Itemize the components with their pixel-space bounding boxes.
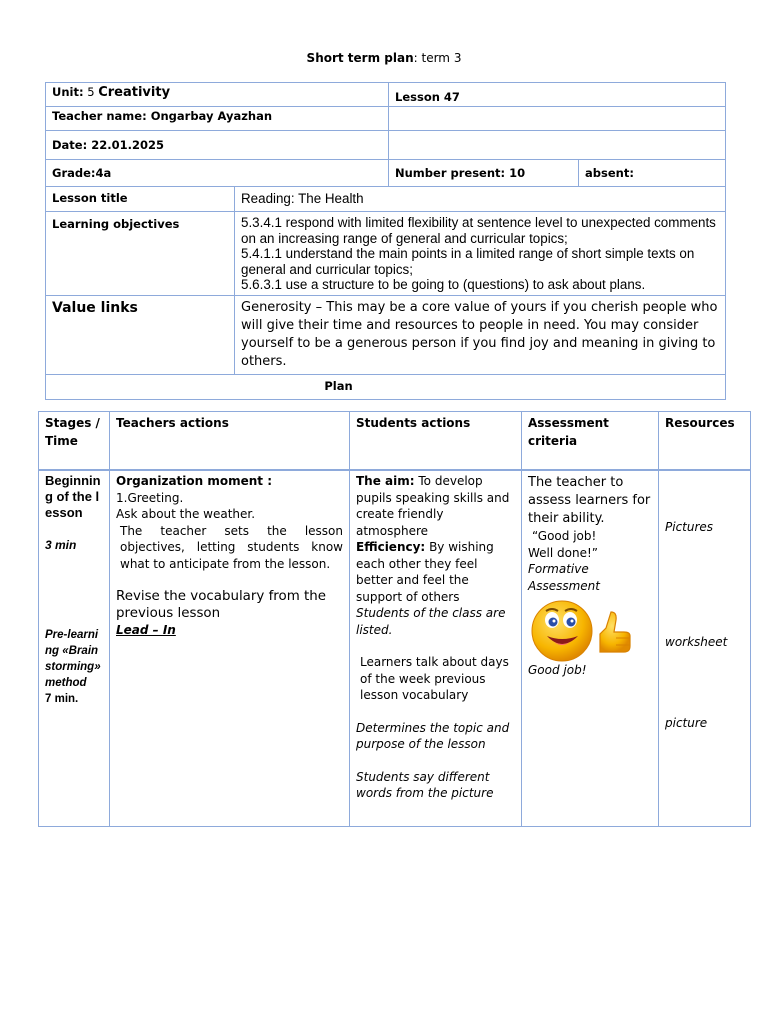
empty-cell xyxy=(389,107,726,131)
number-present: Number present: 10 xyxy=(389,160,579,187)
objective-item: 5.4.1.1 understand the main points in a limited range of short simple texts on general and curricular topics; xyxy=(241,246,695,277)
formative-assessment: Formative Assessment xyxy=(528,562,600,593)
value-links-label: Value links xyxy=(46,295,235,374)
resource-worksheet: worksheet xyxy=(665,634,728,649)
plan-row xyxy=(39,470,751,826)
lesson-plan-table xyxy=(38,411,751,827)
objectives-list xyxy=(235,212,726,296)
thumbs-up-emoji-icon xyxy=(528,600,638,662)
resource-pictures: Pictures xyxy=(665,520,714,534)
teacher-actions-cell xyxy=(110,470,350,826)
absent: absent: xyxy=(579,160,726,187)
objectives-label: Learning objectives xyxy=(46,212,235,296)
stage-cell xyxy=(39,470,110,826)
objective-item: 5.6.3.1 use a structure to be going to (questions) to ask about plans. xyxy=(241,277,646,292)
value-links-text: Generosity – This may be a core value of yours if you cherish people who will give their time and resources to people in need. You may consider yourself to be a generous person if you find joy and meaning in giving to others. xyxy=(235,295,726,374)
grade: Grade:4a xyxy=(46,160,389,187)
header-resources: Resources xyxy=(659,412,751,471)
empty-cell xyxy=(389,131,726,160)
header-assessment: Assessment criteria xyxy=(522,412,659,471)
revise-vocabulary: Revise the vocabulary from the previous lesson xyxy=(116,589,326,621)
stage-beginning-time: 3 min xyxy=(45,538,77,552)
header-teachers: Teachers actions xyxy=(110,412,350,471)
date: Date: 22.01.2025 xyxy=(46,131,389,160)
determines-topic: Determines the topic and purpose of the lesson xyxy=(356,720,510,751)
header-stages: Stages / Time xyxy=(39,412,110,471)
resource-picture: picture xyxy=(665,716,708,730)
students-say: Students say different words from the picture xyxy=(356,769,494,800)
unit-cell: Unit: 5 Creativity xyxy=(46,83,389,107)
teacher-name: Teacher name: Ongarbay Ayazhan xyxy=(46,107,389,131)
title-bold: Short term plan xyxy=(306,51,414,65)
efficiency-label: Efficiency: xyxy=(356,540,426,554)
assessment-cell xyxy=(522,470,659,826)
objective-item: 5.3.4.1 respond with limited flexibility at sentence level to unexpected comments on an increasing range of general and curricular topics; xyxy=(241,215,716,246)
student-actions-cell xyxy=(350,470,522,826)
ask-weather: Ask about the weather. xyxy=(116,507,256,521)
lesson-number: Lesson 47 xyxy=(389,83,726,107)
aim-label: The aim: xyxy=(356,474,415,488)
stage-beginning: Beginning of the lesson xyxy=(45,473,101,520)
stage-pre-time: 7 min. xyxy=(45,693,79,705)
document-title xyxy=(0,51,768,65)
stage-pre-learning: Pre-learning «Brainstorming» method xyxy=(45,629,101,689)
lesson-title-label: Lesson title xyxy=(46,187,235,212)
students-listed: Students of the class are listed. xyxy=(356,606,506,637)
unit-name: Creativity xyxy=(98,85,171,100)
assess-line: The teacher to assess learners for their ability. xyxy=(528,475,651,526)
header-students: Students actions xyxy=(350,412,522,471)
teacher-sets: The teacher sets the lesson objectives, letting students know what to anticipate from the lesson. xyxy=(120,523,343,571)
greeting: 1.Greeting. xyxy=(116,490,184,505)
plan-label: Plan xyxy=(46,374,726,399)
org-moment: Organization moment : xyxy=(116,474,273,488)
aim-text: To develop pupils speaking skills and create friendly atmosphere xyxy=(356,474,510,538)
good-job-quote: “Good job! xyxy=(532,529,597,543)
efficiency-text: By wishing each other they feel better and feel the support of others xyxy=(356,540,494,604)
good-job-label: Good job! xyxy=(528,663,587,677)
well-done-quote: Well done!” xyxy=(528,545,599,560)
lead-in: Lead – In xyxy=(116,623,176,637)
learners-talk: Learners talk about days of the week previous lesson vocabulary xyxy=(360,655,509,702)
lesson-title-value: Reading: The Health xyxy=(235,187,726,212)
unit-number: 5 xyxy=(87,85,95,99)
lesson-info-table xyxy=(45,82,726,400)
resources-cell xyxy=(659,470,751,826)
plan-header-row xyxy=(39,412,751,471)
title-rest: : term 3 xyxy=(413,51,462,65)
